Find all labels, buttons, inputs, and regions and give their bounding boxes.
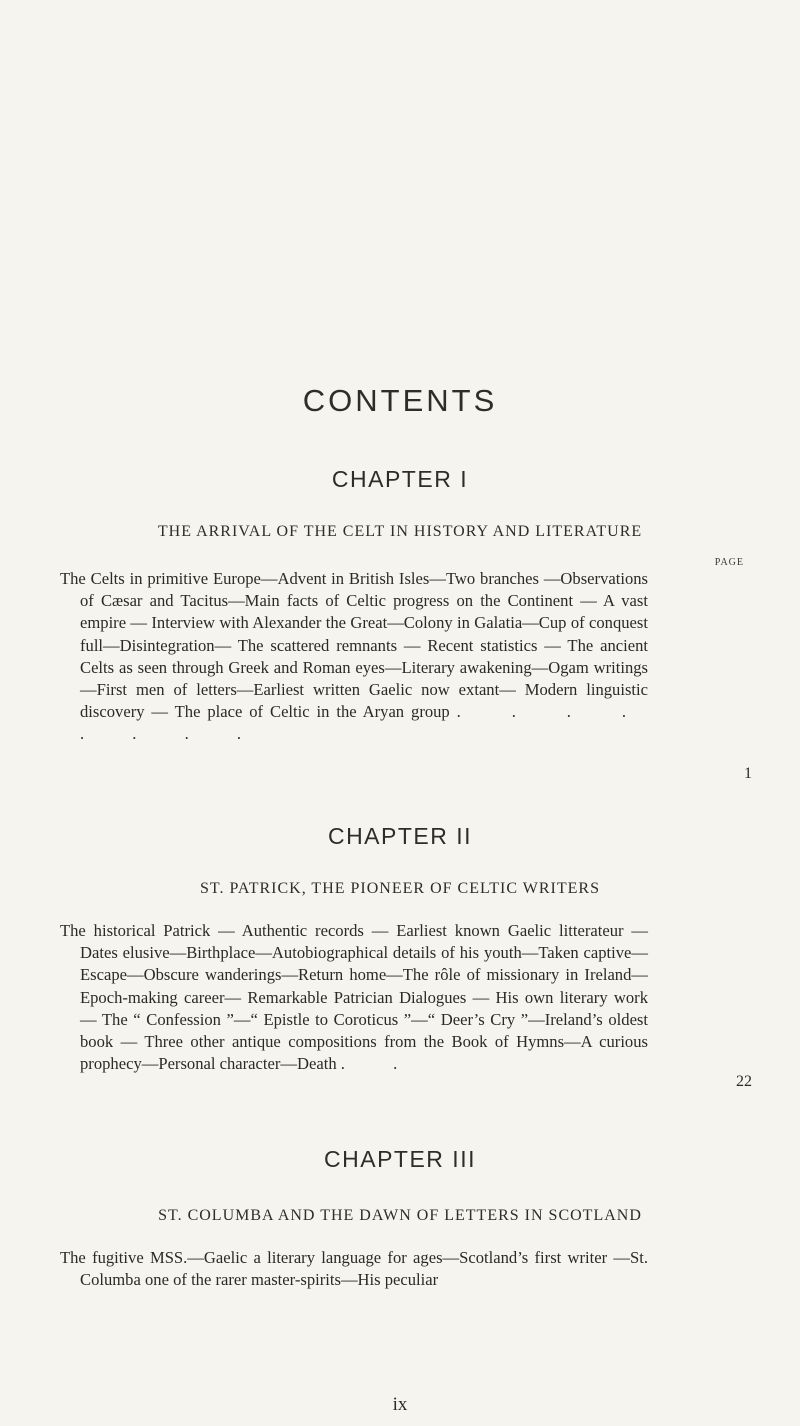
chapter-2-page-number: 22 bbox=[736, 1073, 752, 1090]
chapter-1-heading: CHAPTER I bbox=[331, 466, 469, 492]
chapter-1-page-number: 1 bbox=[744, 765, 752, 782]
chapter-3-heading: CHAPTER III bbox=[324, 1146, 476, 1172]
contents-title: CONTENTS bbox=[302, 383, 498, 418]
chapter-3-summary-text: The fugitive MSS.—Gaelic a literary language for ages—Scotland’s first writer —St. Columba one of the rarer master-spirits—His peculiar bbox=[60, 1248, 648, 1290]
chapter-1-summary bbox=[60, 568, 648, 798]
chapter-1-subtitle: THE ARRIVAL OF THE CELT IN HISTORY AND LITERATURE bbox=[157, 523, 643, 540]
page-folio: ix bbox=[392, 1394, 408, 1415]
page-column-label: PAGE bbox=[714, 557, 744, 568]
chapter-2-summary bbox=[60, 920, 648, 1130]
chapter-2-heading: CHAPTER II bbox=[327, 823, 473, 849]
chapter-2-summary-text: The historical Patrick — Authentic records — Earliest known Gaelic litterateur — Dates elusive—Birthplace—Autobiographical details of his youth—Taken captive—Escape—Obscure wanderings—Return home—The rôle of missionary in Ireland—Epoch-making career— Remarkable Patrician Dialogues — His own literary work — The “ Confession ”—“ Epistle to Coroticus ”—“ Deer’s Cry ”—Ireland’s oldest book — Three other antique compositions from the Book of Hymns—A curious prophecy—Personal character—Death bbox=[60, 921, 648, 1074]
chapter-2-subtitle: ST. PATRICK, THE PIONEER OF CELTIC WRITERS bbox=[200, 880, 600, 897]
chapter-3-subtitle: ST. COLUMBA AND THE DAWN OF LETTERS IN SCOTLAND bbox=[158, 1207, 642, 1224]
chapter-3-summary bbox=[60, 1247, 648, 1295]
chapter-1-leader-dots: . . . . . . . . bbox=[80, 702, 648, 744]
chapter-2-leader-dots: . . bbox=[340, 1054, 420, 1074]
chapter-1-summary-text: The Celts in primitive Europe—Advent in British Isles—Two branches —Observations of Cæsar and Tacitus—Main facts of Celtic progress on the Continent — A vast empire — Interview with Alexander the Great—Colony in Galatia—Cup of conquest full—Disintegration— The scattered remnants — Recent statistics — The ancient Celts as seen through Greek and Roman eyes—Literary awakening—Ogam writings—First men of letters—Earliest written Gaelic now extant— Modern linguistic discovery — The place of Celtic in the Aryan group bbox=[60, 569, 648, 722]
